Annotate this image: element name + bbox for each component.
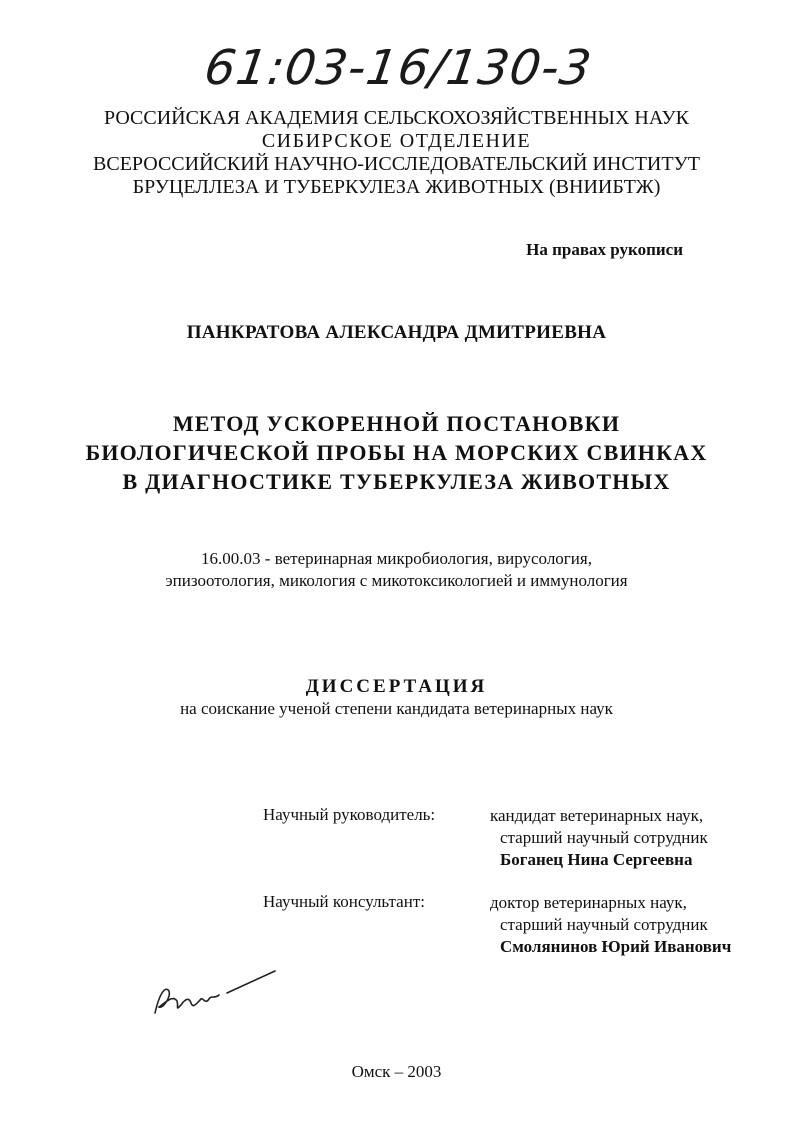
specialty-code	[0, 548, 793, 592]
consultant-rank: старший научный сотрудник	[500, 915, 708, 934]
consultant-name: Смолянинов Юрий Иванович	[500, 937, 732, 956]
supervisor-degree: кандидат ветеринарных наук,	[490, 806, 704, 825]
thesis-title-line-2: БИОЛОГИЧЕСКОЙ ПРОБЫ НА МОРСКИХ СВИНКАХ	[85, 440, 708, 465]
institution-line-1: РОССИЙСКАЯ АКАДЕМИЯ СЕЛЬСКОХОЗЯЙСТВЕННЫХ НАУК	[103, 107, 690, 129]
manuscript-rights: На правах рукописи	[526, 240, 683, 259]
consultant-info	[490, 892, 731, 958]
thesis-title-line-3: В ДИАГНОСТИКЕ ТУБЕРКУЛЕЗА ЖИВОТНЫХ	[122, 469, 671, 494]
institution-line-3: ВСЕРОССИЙСКИЙ НАУЧНО-ИССЛЕДОВАТЕЛЬСКИЙ ИНСТИТУТ	[93, 153, 700, 175]
city-year: Омск – 2003	[351, 1062, 442, 1081]
institution-line-2: СИБИРСКОЕ ОТДЕЛЕНИЕ	[261, 130, 532, 152]
dissertation-label: ДИССЕРТАЦИЯ	[305, 676, 488, 697]
supervisor-role: Научный руководитель:	[263, 805, 436, 824]
author-name: ПАНКРАТОВА АЛЕКСАНДРА ДМИТРИЕВНА	[186, 322, 607, 343]
degree-sought: на соискание ученой степени кандидата ветеринарных наук	[180, 699, 613, 718]
thesis-title	[0, 409, 793, 496]
institution-line-4: БРУЦЕЛЛЕЗА И ТУБЕРКУЛЕЗА ЖИВОТНЫХ (ВНИИБТЖ)	[132, 176, 661, 198]
handwritten-signature	[145, 955, 285, 1025]
specialty-line-1: 16.00.03 - ветеринарная микробиология, вирусология,	[201, 549, 592, 568]
supervisor-rank: старший научный сотрудник	[500, 828, 708, 847]
supervisor-info	[490, 805, 708, 871]
handwritten-code: 61:03-16/130-3	[201, 40, 596, 96]
consultant-degree: доктор ветеринарных наук,	[490, 893, 687, 912]
specialty-line-2: эпизоотология, микология с микотоксикологией и иммунология	[165, 571, 628, 590]
thesis-title-line-1: МЕТОД УСКОРЕННОЙ ПОСТАНОВКИ	[172, 411, 621, 436]
supervisor-name: Боганец Нина Сергеевна	[500, 850, 693, 869]
consultant-role: Научный консультант:	[263, 892, 425, 911]
